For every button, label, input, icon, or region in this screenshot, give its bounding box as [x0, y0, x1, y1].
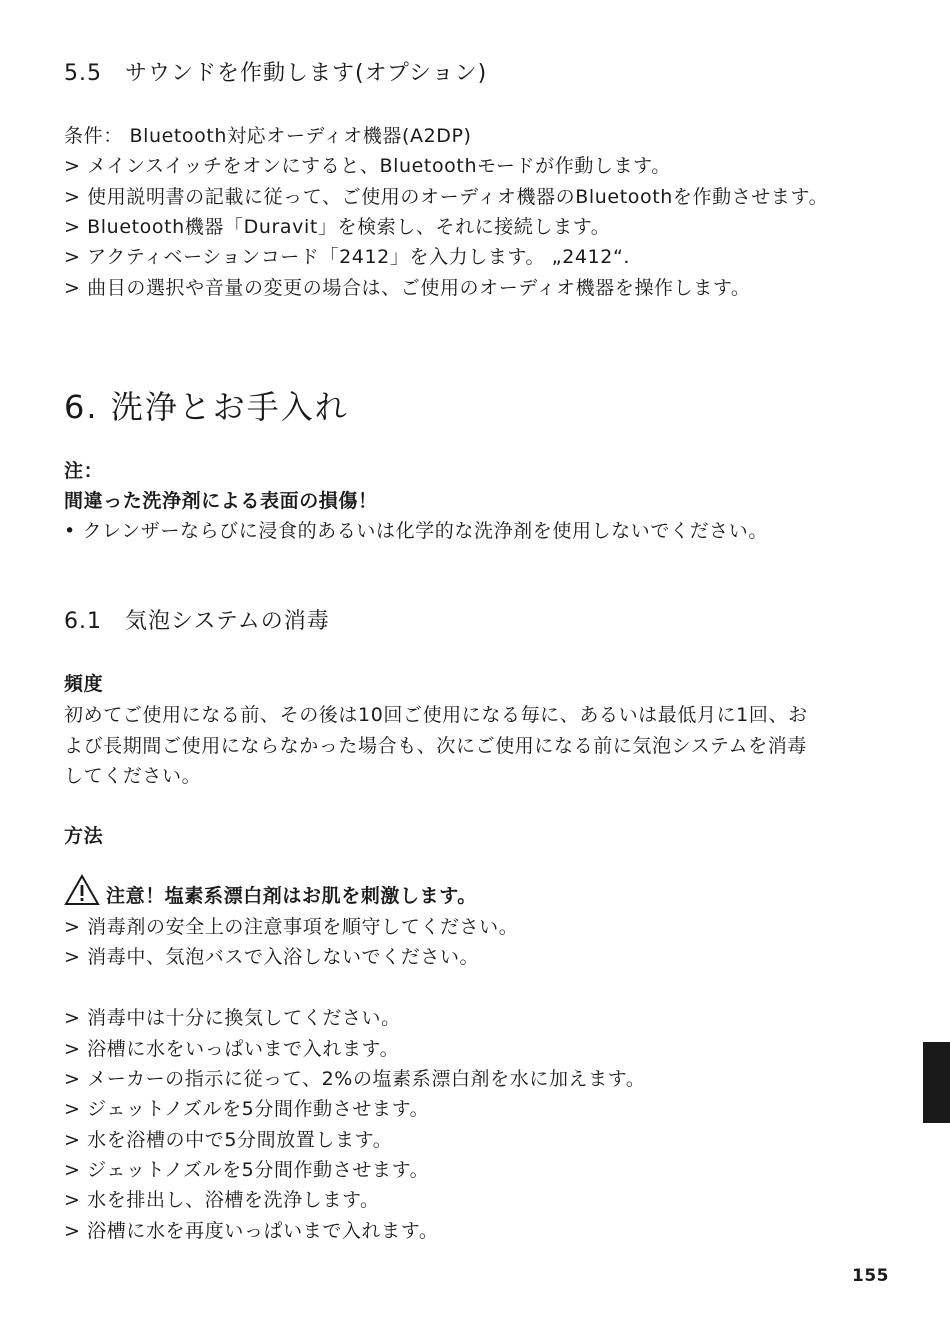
procedure-step: > 水を浴槽の中で5分間放置します。 [64, 1129, 393, 1151]
step-line: > アクティベーションコード「2412」を入力します。 „2412“. [64, 246, 631, 268]
warning-line [64, 874, 477, 911]
frequency-text-line: よび長期間ご使用にならなかった場合も、次にご使用になる前に気泡システムを消毒 [64, 735, 807, 757]
procedure-step: > ジェットノズルを5分間作動させます。 [64, 1159, 430, 1181]
frequency-label: 頻度 [64, 673, 104, 695]
section-6-1-heading: 6.1 気泡システムの消毒 [64, 609, 330, 634]
procedure-step: > 浴槽に水をいっぱいまで入れます。 [64, 1038, 400, 1060]
chapter-tab-marker [923, 1042, 950, 1123]
procedure-step: > ジェットノズルを5分間作動させます。 [64, 1098, 430, 1120]
section-5-5-heading: 5.5 サウンドを作動します(オプション) [64, 61, 488, 86]
procedure-step: > 水を排出し、浴槽を洗浄します。 [64, 1189, 380, 1211]
warning-step-line: > 消毒剤の安全上の注意事項を順守してください。 [64, 916, 519, 938]
note-bullet: • クレンザーならびに浸食的あるいは化学的な洗浄剤を使用しないでください。 [64, 520, 768, 542]
page-number: 155 [852, 1266, 889, 1286]
step-line: > メインスイッチをオンにすると、Bluetoothモードが作動します。 [64, 155, 671, 177]
condition-line: 条件： Bluetooth対応オーディオ機器(A2DP) [64, 125, 472, 147]
section-6-heading: 6. 洗浄とお手入れ [64, 388, 349, 426]
procedure-step: > メーカーの指示に従って、2%の塩素系漂白剤を水に加えます。 [64, 1068, 646, 1090]
frequency-text-line: してください。 [64, 765, 202, 787]
step-line: > 使用説明書の記載に従って、ご使用のオーディオ機器のBluetoothを作動させます。 [64, 186, 829, 208]
frequency-text-line: 初めてご使用になる前、その後は10回ご使用になる毎に、あるいは最低月に1回、お [64, 704, 808, 726]
warning-text: 注意！塩素系漂白剤はお肌を刺激します。 [106, 885, 477, 907]
warning-triangle-icon [64, 874, 100, 911]
step-line: > Bluetooth機器「Duravit」を検索し、それに接続します。 [64, 216, 611, 238]
step-line: > 曲目の選択や音量の変更の場合は、ご使用のオーディオ機器を操作します。 [64, 277, 751, 299]
procedure-step: > 消毒中は十分に換気してください。 [64, 1007, 401, 1029]
procedure-step: > 浴槽に水を再度いっぱいまで入れます。 [64, 1220, 439, 1242]
method-label: 方法 [64, 825, 104, 847]
warning-step-line: > 消毒中、気泡バスで入浴しないでください。 [64, 946, 480, 968]
note-label: 注： [64, 460, 104, 482]
note-title: 間違った洗浄剤による表面の損傷！ [64, 490, 378, 512]
